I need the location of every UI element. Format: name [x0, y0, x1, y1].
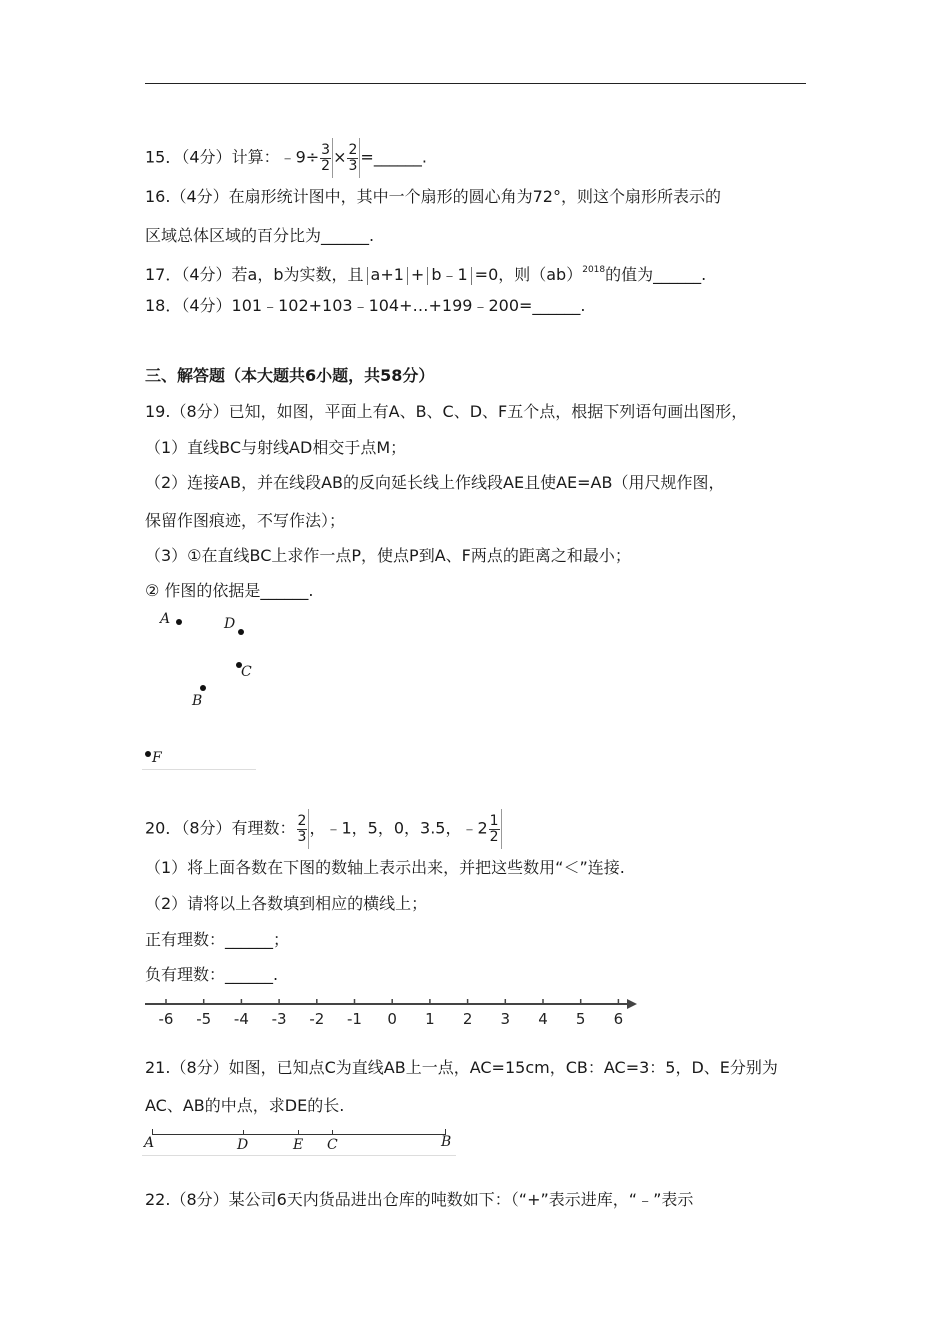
q22-line-1: 22.（8分）某公司6天内货品进出仓库的吨数如下：（“+”表示进库，“﹣”表示	[145, 1190, 694, 1209]
q15-score: （4分）	[181, 147, 232, 167]
number-line-tick-label: -5	[196, 1010, 212, 1028]
q20-line-2: （1）将上面各数在下图的数轴上表示出来，并把这些数用“＜”连接.	[145, 858, 625, 877]
label-b: B	[441, 1134, 452, 1150]
question-17	[145, 260, 706, 285]
number-line-tick-label: -6	[158, 1010, 174, 1028]
q17-abs-a: a+1	[370, 265, 404, 284]
q15-number: 15．	[145, 147, 182, 167]
number-line	[143, 994, 643, 1030]
number-line-tick-label: 6	[613, 1010, 624, 1028]
label-e: E	[293, 1137, 304, 1153]
q19-line-4: 保留作图痕迹，不写作法）；	[145, 511, 346, 530]
question-20	[145, 809, 502, 849]
q17-equals: =0，则（ab）	[474, 265, 583, 284]
q20-positive-blank: 正有理数：______；	[145, 930, 290, 949]
q15-f2-numerator: 2	[348, 141, 358, 158]
q20-line-3: （2）请将以上各数填到相应的横线上；	[145, 894, 428, 913]
q20-text: 20．（8分）有理数：	[145, 818, 296, 838]
q20-f-denominator: 3	[297, 828, 307, 845]
label-d: D	[237, 1137, 249, 1153]
q17-exponent: 2018	[582, 265, 606, 275]
q17-abs-bar	[407, 267, 408, 285]
point-f	[145, 751, 151, 757]
number-line-tick-label: -3	[271, 1010, 287, 1028]
q19-line-2: （1）直线BC与射线AD相交于点M；	[145, 438, 407, 457]
tick-e	[298, 1130, 299, 1135]
number-line-tick-label: -1	[347, 1010, 362, 1028]
q19-line-1: 19.（8分）已知，如图，平面上有A、B、C、D、F五个点，根据下列语句画出图形，	[145, 402, 748, 421]
q20-negative-blank: 负有理数：______.	[145, 965, 279, 984]
q20-m-denominator: 2	[489, 828, 499, 845]
point-d	[238, 629, 244, 635]
point-label-f: F	[152, 750, 162, 766]
q20-numbers: ，﹣1，5，0，3.5，﹣2	[309, 818, 488, 838]
q15-times: ×	[333, 147, 347, 167]
number-line-tick-label: 2	[462, 1010, 473, 1028]
q15-f1-numerator: 3	[321, 141, 331, 158]
number-line-tick-label: 1	[425, 1010, 435, 1028]
q17-abs-bar	[367, 267, 368, 285]
q17-answer-blank: 的值为______.	[605, 265, 707, 284]
number-line-tick-label: 5	[575, 1010, 586, 1028]
q20-mixed-fraction	[489, 814, 500, 845]
q21-line-1: 21.（8分）如图，已知点C为直线AB上一点，AC=15cm，CB：AC=3：5，D、E分别为	[145, 1058, 778, 1077]
q15-text: 计算：﹣9÷	[231, 147, 320, 167]
q17-abs-b: b﹣1	[431, 265, 468, 284]
q19-line-6: ② 作图的依据是______.	[145, 581, 314, 600]
q21-line-2: AC、AB的中点，求DE的长.	[145, 1096, 345, 1115]
number-line-tick-label: -4	[233, 1010, 249, 1028]
number-line-tick-label: -2	[309, 1010, 325, 1028]
point-label-d: D	[224, 616, 236, 632]
point-a	[176, 619, 182, 625]
point-label-b: B	[192, 693, 203, 709]
tick-d	[243, 1130, 244, 1135]
segment-ab	[152, 1134, 446, 1135]
label-c: C	[327, 1137, 338, 1153]
tick-c	[332, 1130, 333, 1135]
number-line-tick-label: 4	[538, 1010, 548, 1028]
q20-m-numerator: 1	[489, 812, 499, 829]
q15-fraction-2	[347, 143, 358, 174]
section-3-title: 三、解答题（本大题共6小题，共58分）	[145, 366, 435, 385]
q15-answer-blank: =______.	[360, 147, 427, 167]
point-b	[200, 685, 206, 691]
q16-line-2: 区域总体区域的百分比为______.	[145, 226, 375, 245]
label-a: A	[144, 1135, 155, 1151]
q16-line-1: 16.（4分）在扇形统计图中，其中一个扇形的圆心角为72°，则这个扇形所表示的	[145, 187, 721, 206]
q15-f2-denominator: 3	[348, 157, 358, 174]
q17-text: 17．（4分）若a，b为实数，且	[145, 265, 364, 284]
q17-abs-bar	[427, 267, 428, 285]
q19-figure	[142, 608, 256, 770]
q20-fraction	[297, 814, 308, 845]
q21-figure	[142, 1128, 456, 1156]
question-18: 18．（4分）101﹣102+103﹣104+…+199﹣200=______.	[145, 296, 586, 315]
q15-f1-denominator: 2	[321, 157, 331, 174]
number-line-tick-label: 0	[387, 1010, 397, 1028]
point-label-a: A	[160, 611, 171, 627]
q15-fraction-1	[320, 143, 331, 174]
question-15	[145, 138, 427, 178]
q17-abs-bar	[471, 267, 472, 285]
header-rule	[145, 83, 806, 84]
point-label-c: C	[241, 664, 252, 680]
q17-plus: +	[410, 265, 425, 284]
q20-f-numerator: 2	[297, 812, 307, 829]
q19-line-5: （3）①在直线BC上求作一点P，使点P到A、F两点的距离之和最小；	[145, 546, 631, 565]
number-line-tick-label: 3	[500, 1010, 511, 1028]
q19-line-3: （2）连接AB，并在线段AB的反向延长线上作线段AE且使AE=AB（用尺规作图，	[145, 473, 725, 492]
q20-bar-2	[501, 809, 502, 849]
